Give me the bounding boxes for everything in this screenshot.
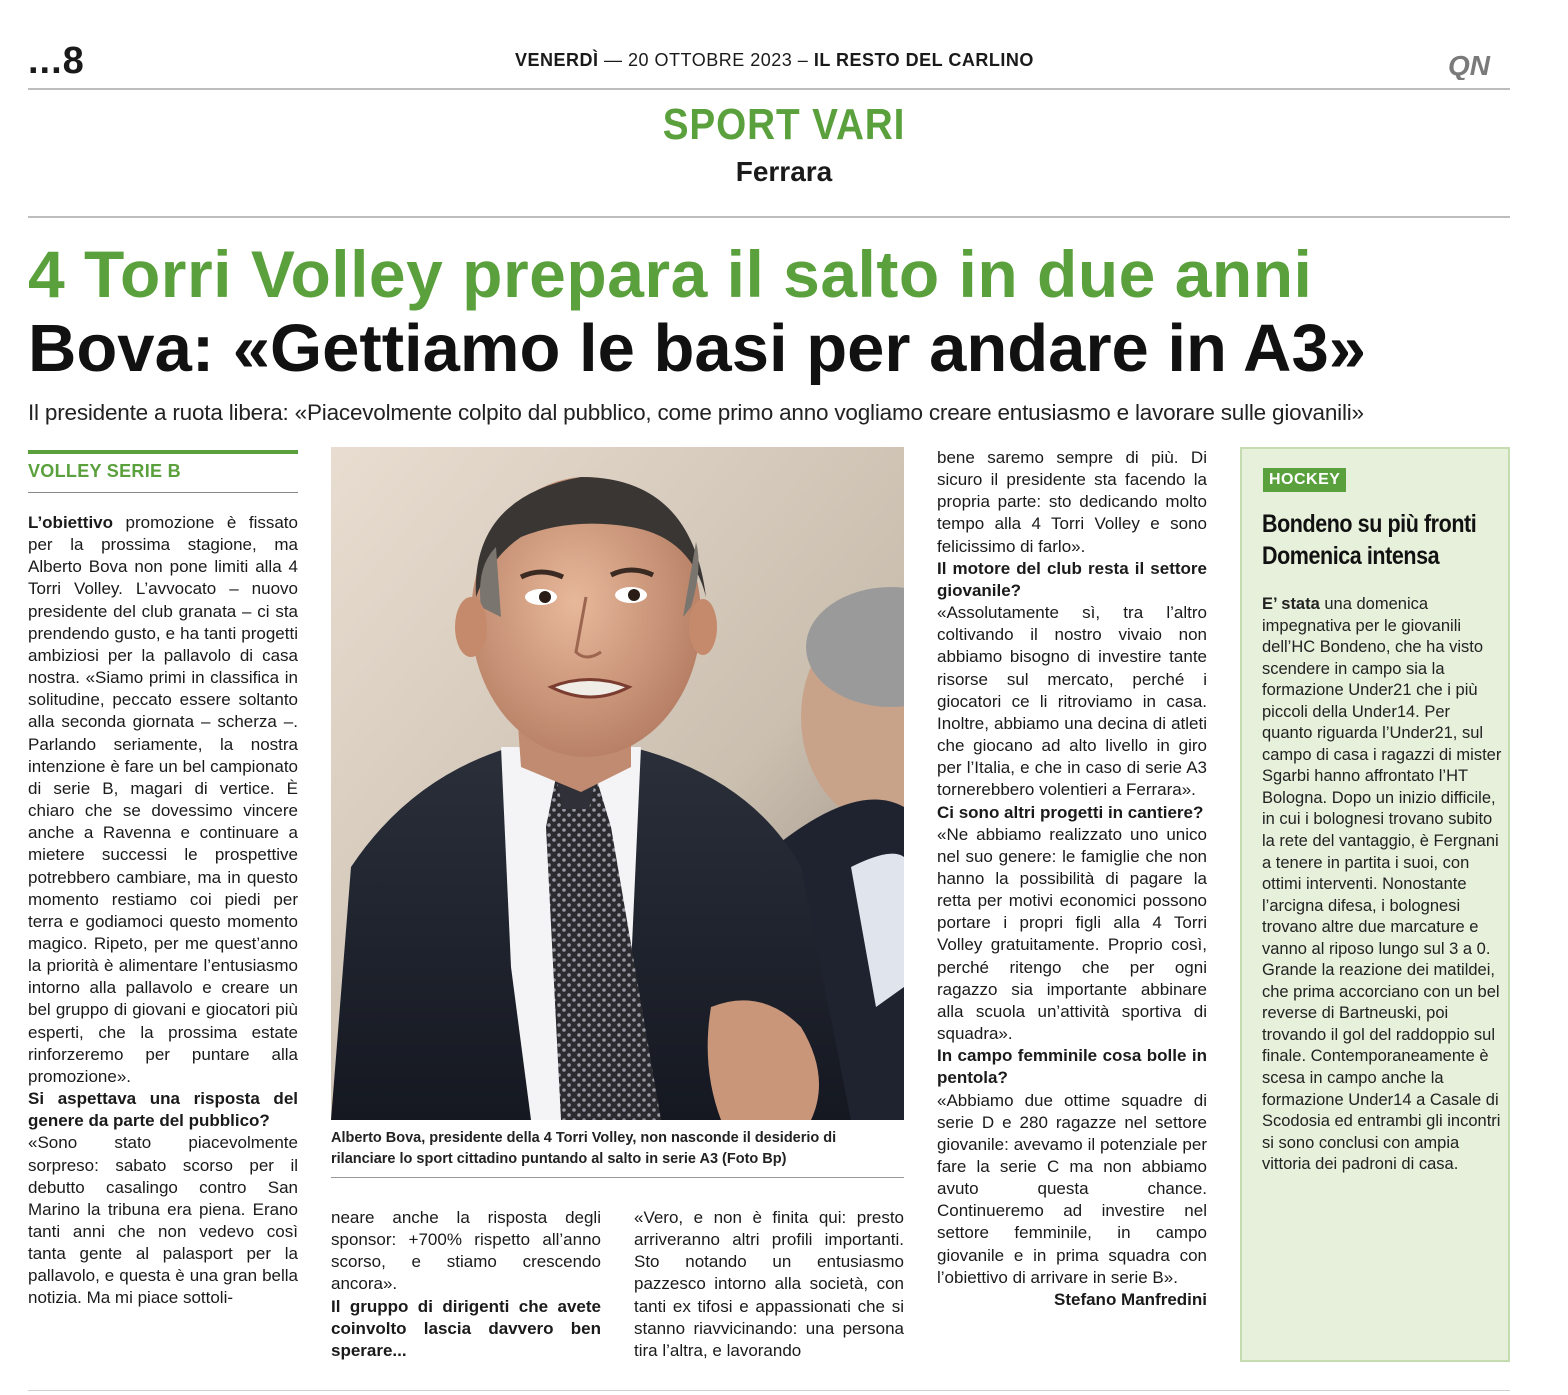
header-divider	[28, 88, 1510, 90]
question-1: Si aspettava una risposta del genere da parte del pubblico?	[28, 1089, 298, 1131]
masthead-day: VENERDÌ	[515, 50, 599, 70]
masthead-date: — 20 OTTOBRE 2023 –	[604, 50, 809, 70]
section-divider	[28, 216, 1510, 218]
answer-4: «Ne abbiamo realizzato uno unico nel suo genere: le famiglie che non hanno la possibilità di pagare la retta per motivi economici possono portare i propri figli alla 4 Torri Volley gratuitamente. Proprio così, perché ritengo che per ogni ragazzo sia importante abbinare alla scuola un’attività sportiva di squadra».	[937, 824, 1207, 1044]
lead-bold: L’obiettivo	[28, 513, 113, 532]
section-title: SPORT VARI	[662, 100, 906, 149]
answer-5: «Abbiamo due ottime squadre di serie D e 280 ragazze nel settore giovanile: avevamo il potenziale per fare la serie C ma non abbiamo avuto questa chance. Continueremo ad investire nel settore femminile, in campo giovanile e in prima squadra con l’obiettivo di arrivare in serie B».	[937, 1090, 1207, 1287]
answer-2-part-1: «Vero, e non è finita qui: presto arriveranno altri profili importanti. Sto notando un entusiasmo pazzesco intorno alla società, con tanti ex tifosi e appassionati che si stanno riavvicinando: una persona tira l’altra, e lavorando	[634, 1208, 904, 1360]
headline-primary: 4 Torri Volley prepara il salto in due anni	[28, 237, 1313, 311]
photo-caption: Alberto Bova, presidente della 4 Torri Volley, non nasconde il desiderio di rilanciare lo sport cittadino puntando al salto in serie A3 (Foto Bp)	[331, 1130, 837, 1167]
article-photo	[331, 447, 904, 1120]
caption-divider	[331, 1177, 904, 1178]
question-3: Il motore del club resta il settore giovanile?	[937, 558, 1207, 600]
lead-text: promozione è fissato per la prossima stagione, ma Alberto Bova non pone limiti alla 4 Torri Volley. L’avvocato – nuovo presidente del club granata – ci sta prendendo gusto, e ha tanti progetti ambiziosi per la pallavolo di casa nostra. «Siamo primi in classifica in solitudine, peccato essere soltanto alla seconda giornata – scherza –. Parlando seriamente, la nostra intenzione è fare un bel campionato di serie B, magari di vertice. È chiaro che se dovessimo vincere anche a Ravenna e continuare a mietere successi le prospettive potrebbero cambiare, ma in questo momento restiamo coi piedi per terra e godiamoci questo momento magico. Ripeto, per me quest’anno la priorità è alimentare l’entusiasmo intorno alla pallavolo e creare un bel gruppo di giovani e giocatori più esperti, che la prossima estate rinforzeremo per puntare alla promozione».	[28, 513, 298, 1086]
article-byline: Stefano Manfredini	[1053, 1289, 1207, 1309]
kicker-bar	[28, 450, 298, 454]
question-5: In campo femminile cosa bolle in pentola?	[937, 1046, 1207, 1088]
masthead	[515, 50, 1034, 71]
sidebar-text: una domenica impegnativa per le giovanili dell’HC Bondeno, che ha visto scendere in campo sia la formazione Under21 che i più piccoli della Under14. Per quanto riguarda l’Under21, sul campo di casa i ragazzi di mister Sgarbi hanno affrontato l’HT Bologna. Dopo un inizio difficile, in cui i bolognesi trovano subito la rete del vantaggio, è Fergnani a tenere in partita i suoi, con ottimi interventi. Nonostante l’arcigna difesa, i bolognesi trovano altre due marcature e vanno al riposo lungo sul 3 a 0. Grande la reazione dei matildei, che prima accorciano con un bel reverse di Bartneuski, poi trovando il gol del raddoppio sul finale. Contemporaneamente è scesa in campo anche la formazione Under14 a Casale di Scodosia ed entrambi gli incontri si sono conclusi con ampia vittoria dei padroni di casa.	[1262, 595, 1502, 1174]
article-subhead: Il presidente a ruota libera: «Piacevolmente colpito dal pubblico, come primo anno vogliamo creare entusiasmo e lavorare sulle giovanili»	[28, 400, 1364, 425]
lead-paragraph	[28, 512, 298, 1088]
sidebar-title	[1262, 508, 1477, 572]
article-kicker: VOLLEY SERIE B	[28, 461, 181, 481]
headline-secondary: Bova: «Gettiamo le basi per andare in A3»	[28, 311, 1366, 386]
logo-text: QN	[1448, 50, 1490, 80]
sidebar-badge: HOCKEY	[1263, 468, 1346, 492]
answer-3: «Assolutamente sì, tra l’altro coltivando il nostro vivaio non abbiamo bisogno di investire tante risorse sul mercato, perché i giocatori ce li ritroviamo in casa. Inoltre, abbiamo una decina di atleti che giocano ad alto livello in giro per l’Italia, e che in caso di serie A3 tornerebbero volentieri a Ferrara».	[937, 603, 1207, 800]
section-city: Ferrara	[735, 156, 833, 187]
page-number: ...8	[28, 40, 85, 82]
qn-logo	[1446, 50, 1510, 80]
article-column-2	[331, 1207, 601, 1362]
answer-1-part-1: «Sono stato piacevolmente sorpreso: sabato scorso per il debutto casalingo contro San Marino la tribuna era piena. Erano tanti anni che non vedevo così tanta gente al palasport per la pallavolo, e questa è una gran bella notizia. Ma mi piace sottoli-	[28, 1133, 298, 1308]
sidebar-title-line-2: Domenica intensa	[1262, 542, 1440, 570]
question-4: Ci sono altri progetti in cantiere?	[937, 802, 1204, 822]
article-column-3	[634, 1207, 904, 1362]
page-bottom-divider	[28, 1390, 1510, 1391]
masthead-newspaper: IL RESTO DEL CARLINO	[813, 50, 1034, 70]
kicker-divider	[28, 492, 298, 493]
portrait-illustration	[331, 447, 904, 1120]
sidebar-lead-bold: E’ stata	[1262, 595, 1320, 613]
article-column-1	[28, 512, 298, 1310]
question-2: Il gruppo di dirigenti che avete coinvolto lascia davvero ben sperare...	[331, 1296, 601, 1360]
answer-2-part-2: bene saremo sempre di più. Di sicuro il presidente sta facendo la propria parte: sto dedicando molto tempo alla 4 Torri Volley e sono felicissimo di farlo».	[937, 448, 1207, 556]
sidebar-title-line-1: Bondeno su più fronti	[1262, 510, 1477, 538]
article-column-4	[937, 447, 1207, 1311]
sidebar-body	[1262, 594, 1502, 1176]
answer-1-part-2: neare anche la risposta degli sponsor: +700% rispetto all’anno scorso, e stiamo crescendo ancora».	[331, 1208, 601, 1294]
